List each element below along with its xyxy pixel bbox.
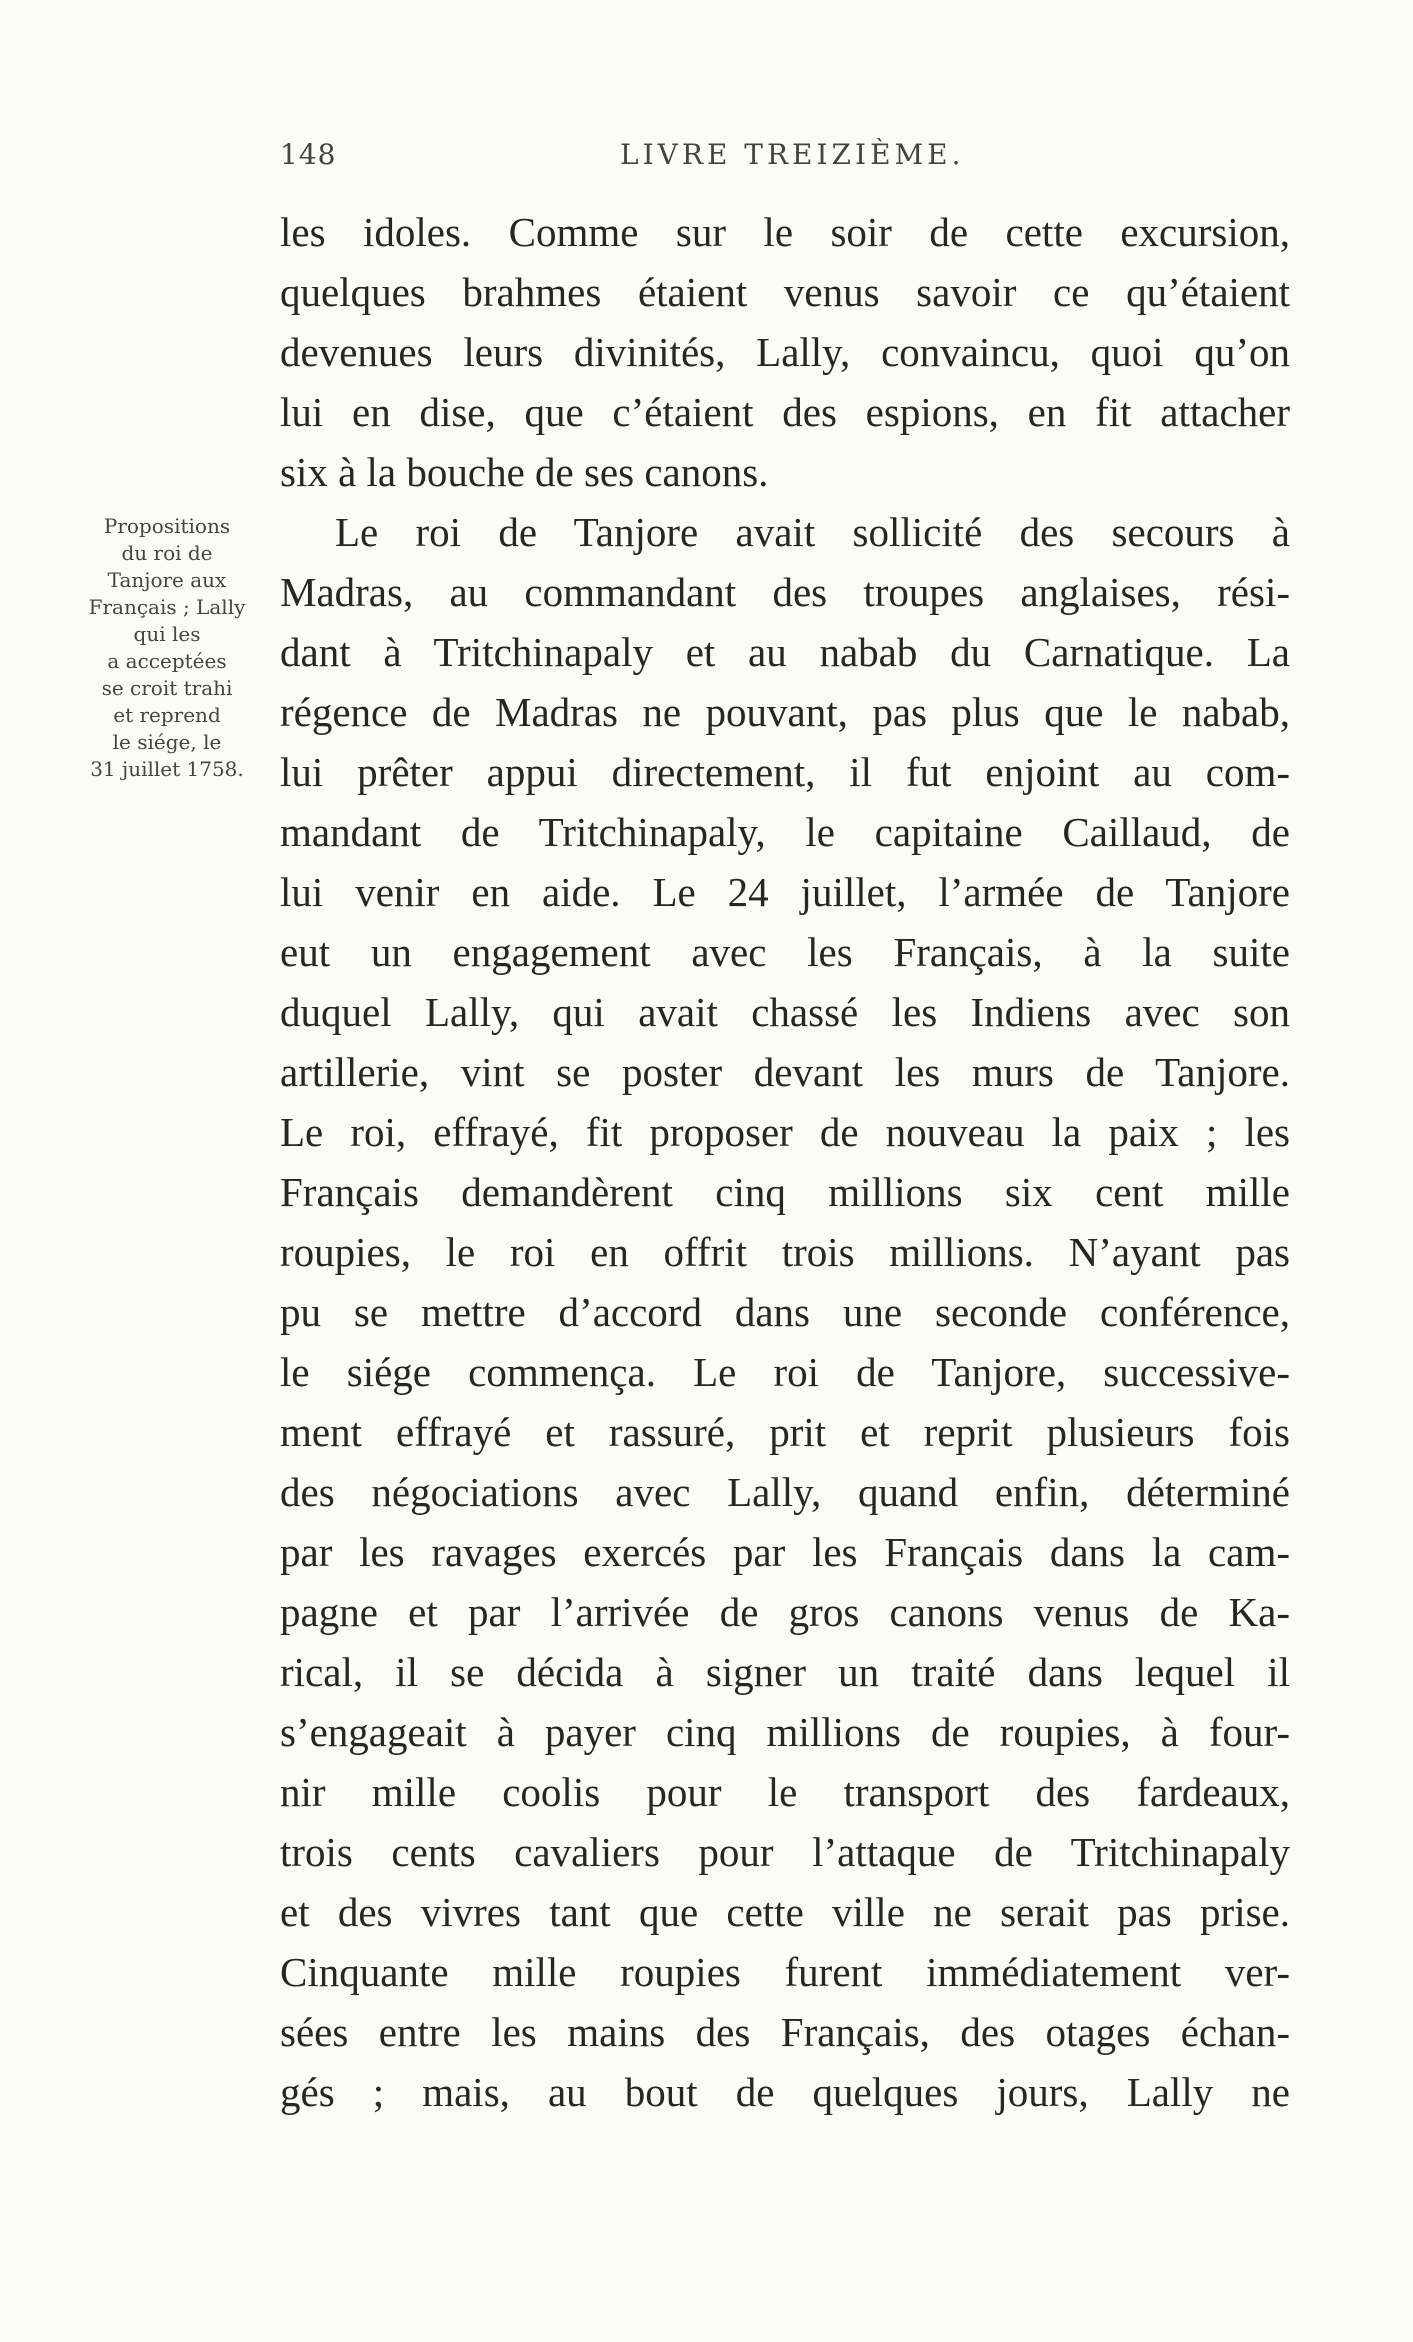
margin-note-line: le siége, le bbox=[112, 730, 222, 754]
text-line: rical, il se décida à signer un traité dans lequel il bbox=[280, 1649, 1290, 1695]
text-line: mandant de Tritchinapaly, le capitaine Caillaud, de bbox=[280, 809, 1290, 855]
text-line: s’engageait à payer cinq millions de roupies, à four- bbox=[280, 1709, 1290, 1755]
text-line: six à la bouche de ses canons. bbox=[280, 449, 769, 495]
text-line: devenues leurs divinités, Lally, convaincu, quoi qu’on bbox=[280, 329, 1290, 375]
running-title: LIVRE TREIZIÈME. bbox=[620, 138, 965, 171]
text-line: des négociations avec Lally, quand enfin, déterminé bbox=[280, 1469, 1290, 1515]
margin-note-line: Tanjore aux bbox=[107, 568, 227, 592]
margin-note bbox=[62, 513, 272, 783]
text-line: Cinquante mille roupies furent immédiatement ver- bbox=[280, 1949, 1290, 1995]
margin-note-line: Français ; Lally bbox=[88, 595, 246, 619]
page-number: 148 bbox=[280, 138, 337, 171]
text-line: les idoles. Comme sur le soir de cette excursion, bbox=[280, 209, 1290, 255]
text-line: ment effrayé et rassuré, prit et reprit plusieurs fois bbox=[280, 1409, 1290, 1455]
text-line: lui en dise, que c’étaient des espions, en fit attacher bbox=[280, 389, 1290, 435]
text-line: le siége commença. Le roi de Tanjore, successive- bbox=[280, 1349, 1290, 1395]
running-head bbox=[280, 138, 1290, 178]
text-line: Le roi, effrayé, fit proposer de nouveau la paix ; les bbox=[280, 1109, 1290, 1155]
text-line: pu se mettre d’accord dans une seconde conférence, bbox=[280, 1289, 1290, 1335]
margin-note-line: qui les bbox=[133, 622, 201, 646]
text-line: pagne et par l’arrivée de gros canons venus de Ka- bbox=[280, 1589, 1290, 1635]
text-line: lui prêter appui directement, il fut enjoint au com- bbox=[280, 749, 1290, 795]
body-text bbox=[280, 202, 1290, 2122]
margin-note-line: et reprend bbox=[113, 703, 221, 727]
text-line: nir mille coolis pour le transport des fardeaux, bbox=[280, 1769, 1290, 1815]
text-line: Français demandèrent cinq millions six cent mille bbox=[280, 1169, 1290, 1215]
text-line: roupies, le roi en offrit trois millions. N’ayant pas bbox=[280, 1229, 1290, 1275]
text-line: sées entre les mains des Français, des otages échan- bbox=[280, 2009, 1290, 2055]
text-line: quelques brahmes étaient venus savoir ce qu’étaient bbox=[280, 269, 1290, 315]
text-line: par les ravages exercés par les Français dans la cam- bbox=[280, 1529, 1290, 1575]
margin-note-line: du roi de bbox=[121, 541, 213, 565]
text-line: Madras, au commandant des troupes anglaises, rési- bbox=[280, 569, 1290, 615]
text-line: gés ; mais, au bout de quelques jours, Lally ne bbox=[280, 2069, 1290, 2115]
text-line: artillerie, vint se poster devant les murs de Tanjore. bbox=[280, 1049, 1290, 1095]
margin-note-line: se croit trahi bbox=[101, 676, 233, 700]
text-line: eut un engagement avec les Français, à la suite bbox=[280, 929, 1290, 975]
text-line: duquel Lally, qui avait chassé les Indiens avec son bbox=[280, 989, 1290, 1035]
margin-note-line: 31 juillet 1758. bbox=[90, 757, 244, 781]
text-line: trois cents cavaliers pour l’attaque de Tritchinapaly bbox=[280, 1829, 1290, 1875]
text-line: dant à Tritchinapaly et au nabab du Carnatique. La bbox=[280, 629, 1290, 675]
text-line: et des vivres tant que cette ville ne serait pas prise. bbox=[280, 1889, 1290, 1935]
text-line: Le roi de Tanjore avait sollicité des secours à bbox=[335, 509, 1290, 555]
margin-note-line: Propositions bbox=[103, 514, 231, 538]
text-line: lui venir en aide. Le 24 juillet, l’armée de Tanjore bbox=[280, 869, 1290, 915]
text-line: régence de Madras ne pouvant, pas plus que le nabab, bbox=[280, 689, 1290, 735]
margin-note-line: a acceptées bbox=[107, 649, 227, 673]
